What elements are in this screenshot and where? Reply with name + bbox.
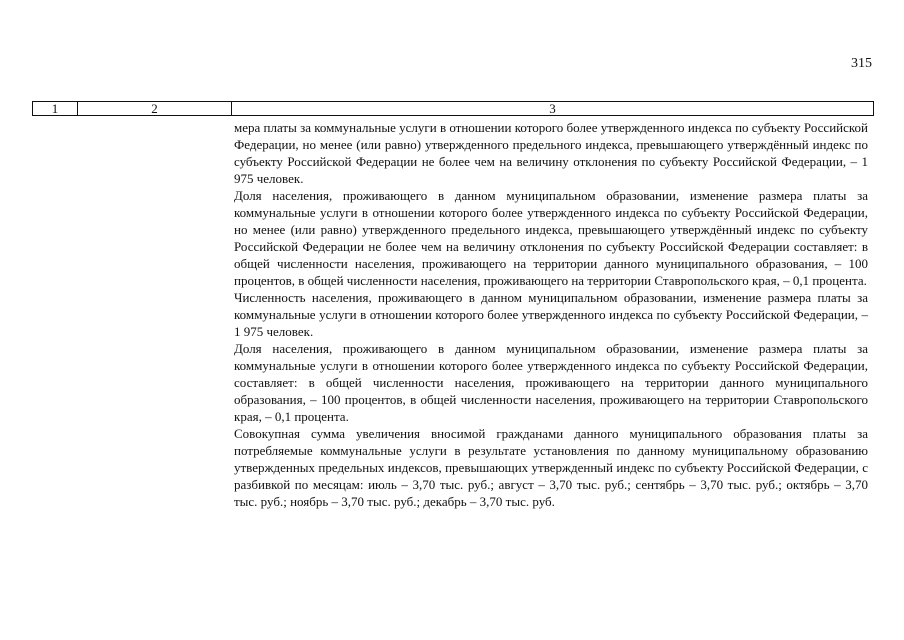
column-header-1: 1 (33, 102, 78, 115)
paragraph-4: Доля населения, проживающего в данном муниципальном образовании, изменение размера платы за коммунальные услуги в отношении которого более утвержденного индекса по субъекту Российской Федерации, составляет: в общей численности населения, проживающего на территории данного муниципального образования, – 100 процентов, в общей численности населения, проживающего на территории Ставропольского края, – 0,1 процента. (234, 341, 868, 424)
paragraph-1: мера платы за коммунальные услуги в отношении которого более утвержденного индекса по субъекту Российской Федерации, но менее (или равно) утвержденного предельного индекса, превышающего утверждённый индекс по субъекту Российской Федерации не более чем на величину отклонения по субъекту Российской Федерации, – 1 975 человек. (234, 120, 868, 186)
paragraph-5: Совокупная сумма увеличения вносимой гражданами данного муниципального образования платы за потребляемые коммунальные услуги в результате установления по данному муниципальному образованию утвержденных предельных индексов, превышающих утвержденный индекс по субъекту Российской Федерации, с разбивкой по месяцам: июль – 3,70 тыс. руб.; август – 3,70 тыс. руб.; сентябрь – 3,70 тыс. руб.; октябрь – 3,70 тыс. руб.; ноябрь – 3,70 тыс. руб.; декабрь – 3,70 тыс. руб. (234, 426, 868, 509)
paragraph-2: Доля населения, проживающего в данном муниципальном образовании, изменение размера платы за коммунальные услуги в отношении которого более утвержденного индекса по субъекту Российской Федерации, но менее (или равно) утвержденного предельного индекса, превышающего утверждённый индекс по субъекту Российской Федерации не более чем на величину отклонения по субъекту Российской Федерации составляет: в общей численности населения, проживающего на территории данного муниципального образования, – 100 процентов, в общей численности населения, проживающего на территории Ставропольского края, – 0,1 процента. (234, 188, 868, 288)
paragraph-3: Численность населения, проживающего в данном муниципальном образовании, изменение размера платы за коммунальные услуги в отношении которого более утвержденного индекса по субъекту Российской Федерации, – 1 975 человек. (234, 290, 868, 339)
column-header-2: 2 (78, 102, 232, 115)
table-header-row (32, 101, 874, 116)
column-header-3: 3 (549, 101, 556, 116)
column-3-content (234, 119, 868, 510)
page-number: 315 (851, 56, 872, 71)
